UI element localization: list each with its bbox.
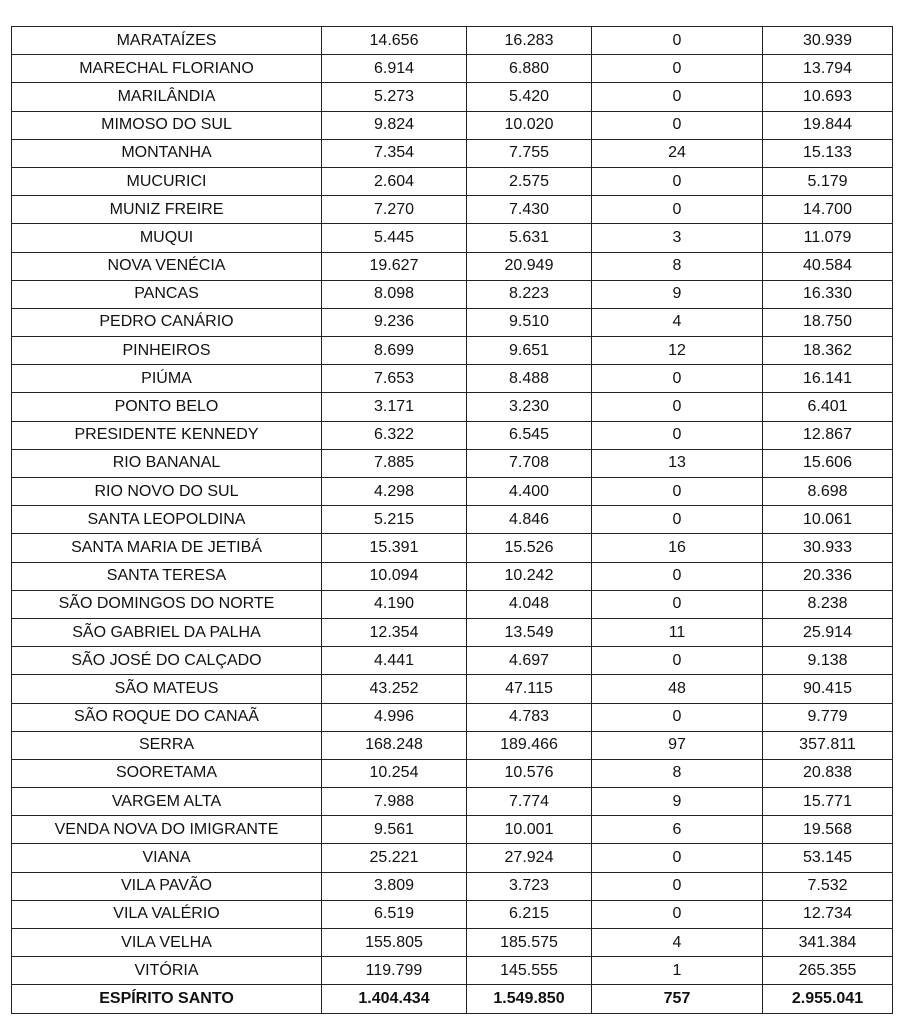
table-row: [12, 224, 893, 252]
value-col-1-cell: 5.273: [322, 83, 467, 111]
value-col-3-cell: 0: [592, 196, 763, 224]
value-col-3-cell: 16: [592, 534, 763, 562]
value-col-2-cell: 7.708: [467, 449, 592, 477]
value-col-4-cell: 9.138: [763, 647, 893, 675]
municipality-cell: RIO NOVO DO SUL: [12, 478, 322, 506]
value-col-4-cell: 53.145: [763, 844, 893, 872]
value-col-3-cell: 0: [592, 844, 763, 872]
value-col-2-cell: 10.242: [467, 562, 592, 590]
value-col-1-cell: 6.322: [322, 421, 467, 449]
value-col-4-cell: 30.933: [763, 534, 893, 562]
municipality-cell: MUCURICI: [12, 167, 322, 195]
table-row: [12, 759, 893, 787]
table-row: [12, 816, 893, 844]
value-col-4-cell: 12.867: [763, 421, 893, 449]
table-row: [12, 618, 893, 646]
municipality-cell: VENDA NOVA DO IMIGRANTE: [12, 816, 322, 844]
value-col-3-cell: 11: [592, 618, 763, 646]
value-col-1-cell: 6.914: [322, 55, 467, 83]
municipality-cell: RIO BANANAL: [12, 449, 322, 477]
total-value-col-4-cell: 2.955.041: [763, 985, 893, 1013]
value-col-2-cell: 185.575: [467, 929, 592, 957]
municipality-cell: MARECHAL FLORIANO: [12, 55, 322, 83]
municipality-cell: SERRA: [12, 731, 322, 759]
value-col-2-cell: 10.001: [467, 816, 592, 844]
value-col-1-cell: 3.809: [322, 872, 467, 900]
value-col-4-cell: 16.141: [763, 365, 893, 393]
value-col-2-cell: 9.651: [467, 337, 592, 365]
value-col-2-cell: 16.283: [467, 27, 592, 55]
municipality-cell: MIMOSO DO SUL: [12, 111, 322, 139]
value-col-4-cell: 25.914: [763, 618, 893, 646]
total-value-col-3-cell: 757: [592, 985, 763, 1013]
table-body: [12, 27, 893, 1014]
table-row: [12, 139, 893, 167]
value-col-2-cell: 5.420: [467, 83, 592, 111]
value-col-1-cell: 168.248: [322, 731, 467, 759]
value-col-4-cell: 20.336: [763, 562, 893, 590]
value-col-3-cell: 0: [592, 421, 763, 449]
value-col-4-cell: 11.079: [763, 224, 893, 252]
value-col-1-cell: 7.653: [322, 365, 467, 393]
value-col-4-cell: 10.061: [763, 506, 893, 534]
municipality-cell: SANTA LEOPOLDINA: [12, 506, 322, 534]
table-row: [12, 449, 893, 477]
table-row: [12, 252, 893, 280]
value-col-3-cell: 1: [592, 957, 763, 985]
table-row: [12, 196, 893, 224]
value-col-4-cell: 10.693: [763, 83, 893, 111]
municipality-cell: SÃO MATEUS: [12, 675, 322, 703]
value-col-1-cell: 4.996: [322, 703, 467, 731]
value-col-3-cell: 0: [592, 872, 763, 900]
value-col-2-cell: 27.924: [467, 844, 592, 872]
value-col-4-cell: 40.584: [763, 252, 893, 280]
value-col-1-cell: 8.098: [322, 280, 467, 308]
value-col-1-cell: 10.254: [322, 759, 467, 787]
value-col-3-cell: 97: [592, 731, 763, 759]
table-row: [12, 731, 893, 759]
value-col-4-cell: 13.794: [763, 55, 893, 83]
total-value-col-2-cell: 1.549.850: [467, 985, 592, 1013]
municipality-cell: SANTA MARIA DE JETIBÁ: [12, 534, 322, 562]
value-col-3-cell: 0: [592, 111, 763, 139]
value-col-1-cell: 7.354: [322, 139, 467, 167]
value-col-1-cell: 12.354: [322, 618, 467, 646]
value-col-4-cell: 16.330: [763, 280, 893, 308]
table-row: [12, 55, 893, 83]
value-col-2-cell: 7.755: [467, 139, 592, 167]
total-row: [12, 985, 893, 1013]
table-row: [12, 280, 893, 308]
value-col-3-cell: 3: [592, 224, 763, 252]
municipality-cell: SOORETAMA: [12, 759, 322, 787]
value-col-2-cell: 15.526: [467, 534, 592, 562]
value-col-4-cell: 18.362: [763, 337, 893, 365]
value-col-1-cell: 5.215: [322, 506, 467, 534]
value-col-3-cell: 24: [592, 139, 763, 167]
value-col-3-cell: 0: [592, 55, 763, 83]
value-col-3-cell: 0: [592, 562, 763, 590]
value-col-1-cell: 155.805: [322, 929, 467, 957]
municipality-cell: PRESIDENTE KENNEDY: [12, 421, 322, 449]
table-row: [12, 788, 893, 816]
municipality-cell: PEDRO CANÁRIO: [12, 308, 322, 336]
municipality-cell: PIÚMA: [12, 365, 322, 393]
value-col-1-cell: 2.604: [322, 167, 467, 195]
value-col-3-cell: 4: [592, 308, 763, 336]
value-col-1-cell: 7.885: [322, 449, 467, 477]
municipality-cell: PONTO BELO: [12, 393, 322, 421]
value-col-4-cell: 14.700: [763, 196, 893, 224]
table-row: [12, 844, 893, 872]
value-col-3-cell: 13: [592, 449, 763, 477]
municipality-cell: SÃO JOSÉ DO CALÇADO: [12, 647, 322, 675]
table-row: [12, 675, 893, 703]
table-row: [12, 900, 893, 928]
value-col-2-cell: 8.488: [467, 365, 592, 393]
value-col-1-cell: 9.824: [322, 111, 467, 139]
municipality-cell: VIANA: [12, 844, 322, 872]
value-col-4-cell: 8.698: [763, 478, 893, 506]
value-col-2-cell: 47.115: [467, 675, 592, 703]
table-row: [12, 393, 893, 421]
table-row: [12, 308, 893, 336]
table-row: [12, 27, 893, 55]
table-row: [12, 647, 893, 675]
table-row: [12, 506, 893, 534]
total-municipality-cell: ESPÍRITO SANTO: [12, 985, 322, 1013]
value-col-3-cell: 48: [592, 675, 763, 703]
value-col-4-cell: 19.844: [763, 111, 893, 139]
value-col-1-cell: 4.298: [322, 478, 467, 506]
value-col-1-cell: 9.561: [322, 816, 467, 844]
value-col-1-cell: 3.171: [322, 393, 467, 421]
municipality-cell: VITÓRIA: [12, 957, 322, 985]
value-col-3-cell: 0: [592, 393, 763, 421]
value-col-3-cell: 0: [592, 590, 763, 618]
table-row: [12, 111, 893, 139]
table-row: [12, 590, 893, 618]
value-col-2-cell: 4.048: [467, 590, 592, 618]
population-table: [11, 26, 893, 1014]
value-col-3-cell: 9: [592, 788, 763, 816]
value-col-1-cell: 15.391: [322, 534, 467, 562]
value-col-2-cell: 13.549: [467, 618, 592, 646]
value-col-2-cell: 4.697: [467, 647, 592, 675]
municipality-cell: MARATAÍZES: [12, 27, 322, 55]
table-row: [12, 337, 893, 365]
value-col-3-cell: 0: [592, 703, 763, 731]
value-col-4-cell: 90.415: [763, 675, 893, 703]
value-col-3-cell: 0: [592, 27, 763, 55]
value-col-1-cell: 43.252: [322, 675, 467, 703]
value-col-3-cell: 0: [592, 83, 763, 111]
municipality-cell: MUNIZ FREIRE: [12, 196, 322, 224]
municipality-cell: SÃO ROQUE DO CANAÃ: [12, 703, 322, 731]
value-col-2-cell: 20.949: [467, 252, 592, 280]
value-col-2-cell: 4.400: [467, 478, 592, 506]
value-col-4-cell: 265.355: [763, 957, 893, 985]
table-row: [12, 703, 893, 731]
value-col-2-cell: 189.466: [467, 731, 592, 759]
value-col-3-cell: 6: [592, 816, 763, 844]
municipality-cell: PANCAS: [12, 280, 322, 308]
value-col-3-cell: 0: [592, 647, 763, 675]
value-col-1-cell: 9.236: [322, 308, 467, 336]
value-col-4-cell: 9.779: [763, 703, 893, 731]
value-col-2-cell: 10.576: [467, 759, 592, 787]
value-col-2-cell: 6.880: [467, 55, 592, 83]
value-col-3-cell: 4: [592, 929, 763, 957]
table-row: [12, 167, 893, 195]
value-col-1-cell: 14.656: [322, 27, 467, 55]
municipality-cell: SÃO DOMINGOS DO NORTE: [12, 590, 322, 618]
table-row: [12, 534, 893, 562]
value-col-1-cell: 4.190: [322, 590, 467, 618]
municipality-cell: VARGEM ALTA: [12, 788, 322, 816]
value-col-2-cell: 4.846: [467, 506, 592, 534]
value-col-3-cell: 0: [592, 506, 763, 534]
value-col-2-cell: 3.723: [467, 872, 592, 900]
table-row: [12, 365, 893, 393]
value-col-2-cell: 7.774: [467, 788, 592, 816]
value-col-2-cell: 145.555: [467, 957, 592, 985]
value-col-2-cell: 10.020: [467, 111, 592, 139]
table-row: [12, 562, 893, 590]
municipality-cell: VILA PAVÃO: [12, 872, 322, 900]
value-col-4-cell: 12.734: [763, 900, 893, 928]
table-row: [12, 478, 893, 506]
value-col-4-cell: 15.606: [763, 449, 893, 477]
table-row: [12, 957, 893, 985]
value-col-1-cell: 25.221: [322, 844, 467, 872]
value-col-3-cell: 8: [592, 759, 763, 787]
total-value-col-1-cell: 1.404.434: [322, 985, 467, 1013]
value-col-2-cell: 2.575: [467, 167, 592, 195]
value-col-4-cell: 357.811: [763, 731, 893, 759]
value-col-1-cell: 6.519: [322, 900, 467, 928]
value-col-1-cell: 8.699: [322, 337, 467, 365]
municipality-cell: PINHEIROS: [12, 337, 322, 365]
table-row: [12, 872, 893, 900]
value-col-2-cell: 6.545: [467, 421, 592, 449]
municipality-cell: VILA VELHA: [12, 929, 322, 957]
value-col-2-cell: 4.783: [467, 703, 592, 731]
value-col-4-cell: 20.838: [763, 759, 893, 787]
municipality-cell: SANTA TERESA: [12, 562, 322, 590]
value-col-3-cell: 0: [592, 365, 763, 393]
value-col-2-cell: 6.215: [467, 900, 592, 928]
value-col-1-cell: 5.445: [322, 224, 467, 252]
value-col-4-cell: 18.750: [763, 308, 893, 336]
value-col-1-cell: 119.799: [322, 957, 467, 985]
value-col-3-cell: 0: [592, 478, 763, 506]
value-col-4-cell: 30.939: [763, 27, 893, 55]
value-col-4-cell: 19.568: [763, 816, 893, 844]
value-col-4-cell: 6.401: [763, 393, 893, 421]
value-col-1-cell: 10.094: [322, 562, 467, 590]
value-col-1-cell: 7.270: [322, 196, 467, 224]
municipality-cell: MONTANHA: [12, 139, 322, 167]
municipality-cell: NOVA VENÉCIA: [12, 252, 322, 280]
table-row: [12, 929, 893, 957]
municipality-cell: MUQUI: [12, 224, 322, 252]
municipality-cell: SÃO GABRIEL DA PALHA: [12, 618, 322, 646]
table-row: [12, 83, 893, 111]
municipality-cell: MARILÂNDIA: [12, 83, 322, 111]
value-col-3-cell: 0: [592, 900, 763, 928]
value-col-3-cell: 12: [592, 337, 763, 365]
value-col-4-cell: 5.179: [763, 167, 893, 195]
municipality-cell: VILA VALÉRIO: [12, 900, 322, 928]
value-col-2-cell: 8.223: [467, 280, 592, 308]
table-row: [12, 421, 893, 449]
value-col-4-cell: 7.532: [763, 872, 893, 900]
value-col-4-cell: 15.133: [763, 139, 893, 167]
value-col-1-cell: 7.988: [322, 788, 467, 816]
value-col-4-cell: 8.238: [763, 590, 893, 618]
value-col-3-cell: 0: [592, 167, 763, 195]
value-col-2-cell: 9.510: [467, 308, 592, 336]
value-col-3-cell: 8: [592, 252, 763, 280]
value-col-4-cell: 15.771: [763, 788, 893, 816]
value-col-1-cell: 4.441: [322, 647, 467, 675]
value-col-2-cell: 5.631: [467, 224, 592, 252]
value-col-1-cell: 19.627: [322, 252, 467, 280]
value-col-4-cell: 341.384: [763, 929, 893, 957]
value-col-3-cell: 9: [592, 280, 763, 308]
value-col-2-cell: 7.430: [467, 196, 592, 224]
value-col-2-cell: 3.230: [467, 393, 592, 421]
